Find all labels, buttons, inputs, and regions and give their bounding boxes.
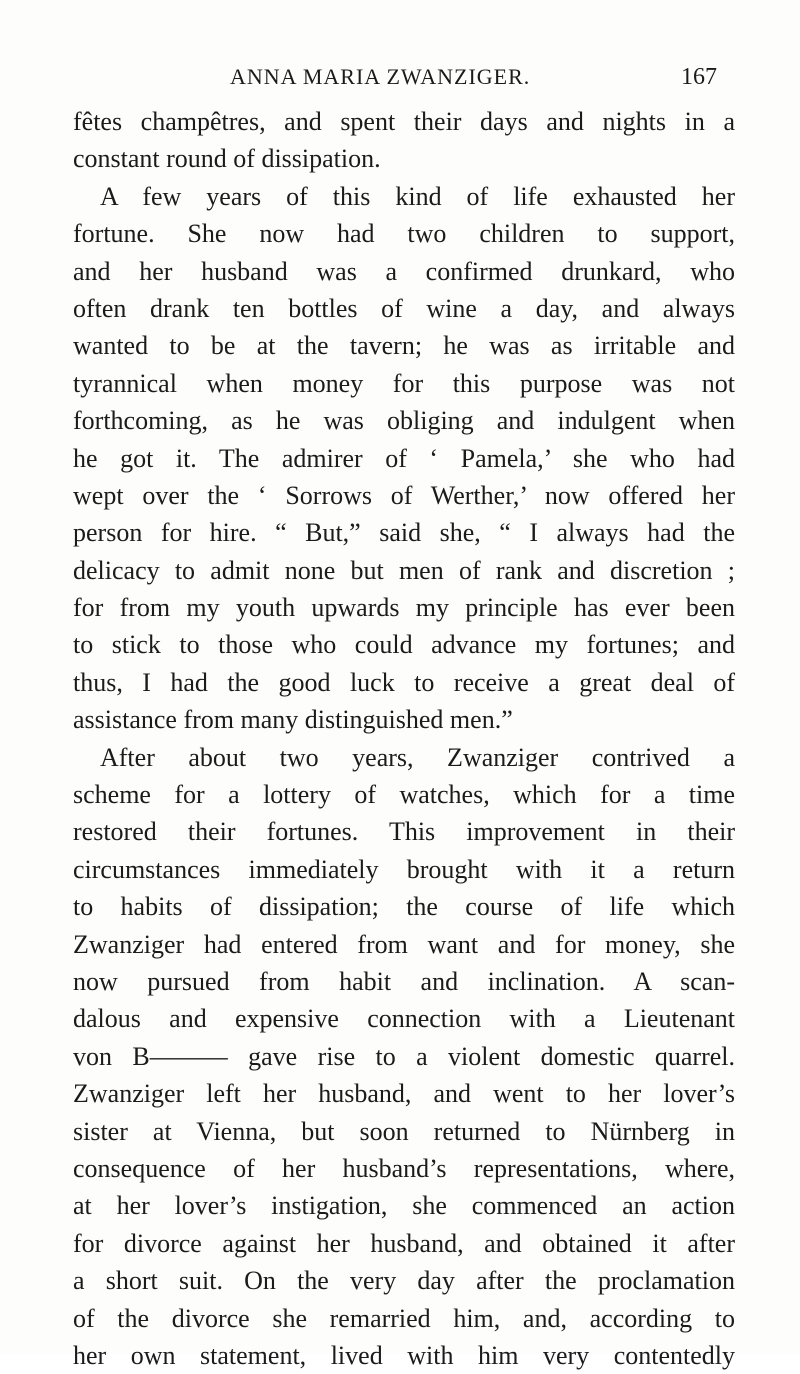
- text-line: sister at Vienna, but soon returned to Nürnberg in: [73, 1116, 735, 1146]
- text-line: circumstances immediately brought with it a return: [73, 854, 735, 884]
- page-number: 167: [681, 64, 717, 90]
- text-line: consequence of her husband’s representations, where,: [73, 1153, 735, 1183]
- text-line: at her lover’s instigation, she commenced an action: [73, 1191, 735, 1221]
- text-line: scheme for a lottery of watches, which for a time: [73, 780, 735, 810]
- text-line: often drank ten bottles of wine a day, and always: [73, 293, 735, 323]
- text-line: Zwanziger left her husband, and went to her lover’s: [73, 1079, 735, 1109]
- text-line: now pursued from habit and inclination. A scan-: [73, 966, 735, 996]
- body-text: [73, 103, 735, 1374]
- running-head: ANNA MARIA ZWANZIGER.: [230, 64, 531, 89]
- text-line: tyrannical when money for this purpose was not: [73, 368, 735, 398]
- text-line: for from my youth upwards my principle has ever been: [73, 593, 735, 623]
- text-line: assistance from many distinguished men.”: [73, 705, 513, 735]
- text-line: to habits of dissipation; the course of life which: [73, 892, 735, 922]
- text-line: dalous and expensive connection with a Lieutenant: [73, 1004, 735, 1034]
- text-line: fortune. She now had two children to support,: [73, 219, 735, 249]
- text-line: restored their fortunes. This improvement in their: [73, 817, 735, 847]
- text-line: he got it. The admirer of ‘ Pamela,’ she who had: [73, 443, 735, 473]
- text-line: forthcoming, as he was obliging and indulgent when: [73, 406, 735, 436]
- text-line: a short suit. On the very day after the proclamation: [73, 1266, 735, 1296]
- text-line: constant round of dissipation.: [73, 144, 381, 174]
- text-line: to stick to those who could advance my fortunes; and: [73, 630, 735, 660]
- text-line: of the divorce she remarried him, and, according to: [73, 1303, 735, 1333]
- text-line: her own statement, lived with him very contentedly: [73, 1340, 735, 1370]
- text-line: for divorce against her husband, and obtained it after: [73, 1228, 735, 1258]
- text-line: delicacy to admit none but men of rank and discretion ;: [73, 555, 735, 585]
- text-line: thus, I had the good luck to receive a great deal of: [73, 667, 735, 697]
- paragraph-start-line: After about two years, Zwanziger contrived a: [100, 742, 735, 772]
- text-line: wanted to be at the tavern; he was as irritable and: [73, 331, 735, 361]
- paragraph-start-line: A few years of this kind of life exhausted her: [100, 181, 735, 211]
- text-line: person for hire. “ But,” said she, “ I always had the: [73, 518, 735, 548]
- text-line: and her husband was a confirmed drunkard, who: [73, 256, 735, 286]
- text-line: Zwanziger had entered from want and for money, she: [73, 929, 735, 959]
- text-line: wept over the ‘ Sorrows of Werther,’ now offered her: [73, 480, 735, 510]
- text-line: fêtes champêtres, and spent their days and nights in a: [73, 107, 735, 136]
- text-line: von B——— gave rise to a violent domestic quarrel.: [73, 1041, 735, 1071]
